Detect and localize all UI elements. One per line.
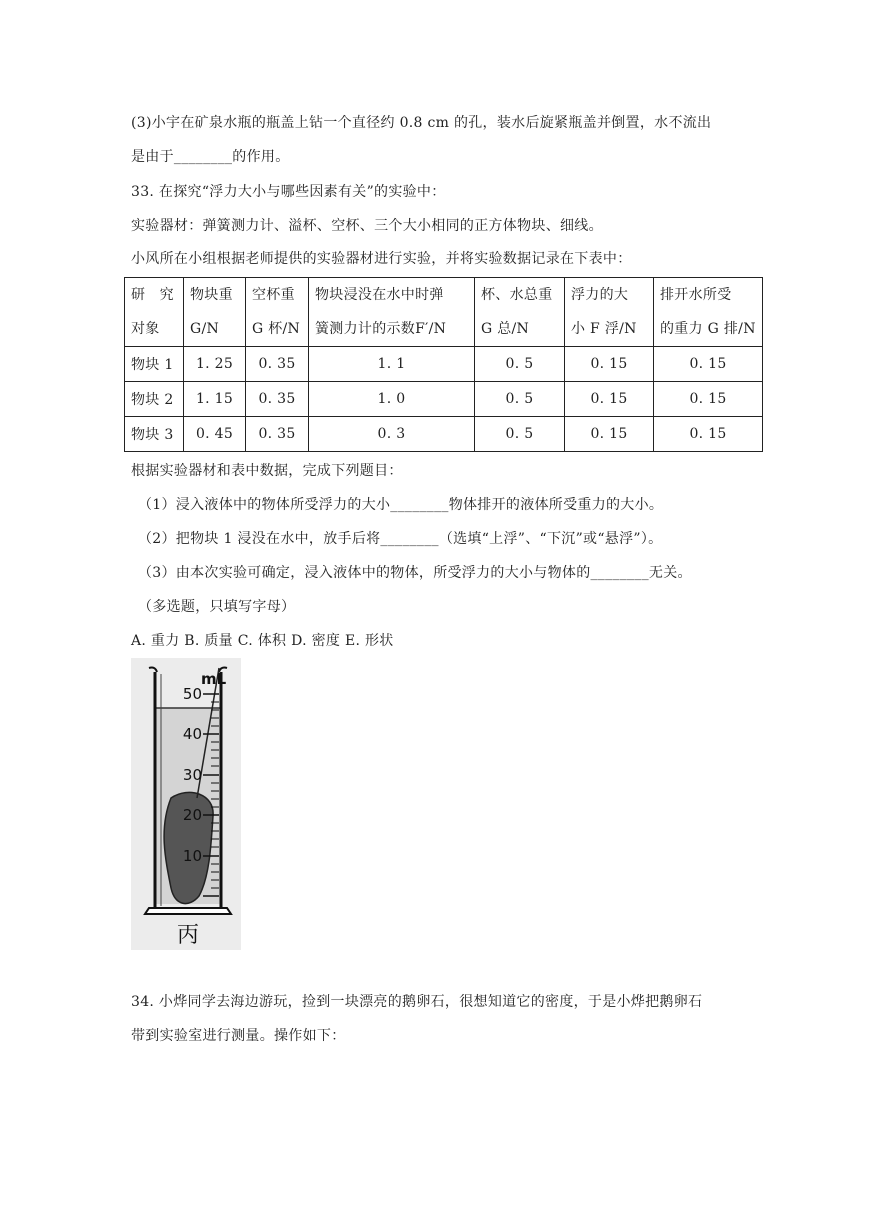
q32-3-line1: (3)小宇在矿泉水瓶的瓶盖上钻一个直径约 0.8 cm 的孔，装水后旋紧瓶盖并倒置，水不流出 [131,115,712,131]
q33-sub3: （3）由本次实验可确定，浸入液体中的物体，所受浮力的大小与物体的________无关。 [138,565,692,581]
table-cell: 0. 15 [565,382,654,417]
table-cell: 0. 15 [654,347,763,382]
q33-sub2: （2）把物块 1 浸没在水中，放手后将________（选填“上浮”、“下沉”或“悬浮”）。 [138,531,663,547]
figure-caption: 丙 [177,923,200,948]
tick-label: 20 [182,806,202,824]
table-cell: 0. 35 [246,347,309,382]
q33-intro: 小风所在小组根据老师提供的实验器材进行实验，并将实验数据记录在下表中： [131,251,632,267]
graduated-cylinder-figure [131,658,241,950]
header-cell: 浮力的大 小 F 浮/N [565,278,654,347]
table-cell: 1. 0 [309,382,475,417]
table-cell: 0. 35 [246,417,309,452]
table-cell: 物块 3 [125,417,184,452]
tick-label: 40 [182,725,202,743]
table-cell: 0. 15 [565,417,654,452]
table-cell: 0. 35 [246,382,309,417]
header-cell: 物块浸没在水中时弹 簧测力计的示数F′/N [309,278,475,347]
table-cell: 0. 3 [309,417,475,452]
table-cell: 0. 5 [475,417,565,452]
unit-label: mL [201,670,227,688]
header-cell: 排开水所受 的重力 G 排/N [654,278,763,347]
q33-sub1: （1）浸入液体中的物体所受浮力的大小________物体排开的液体所受重力的大小。 [138,497,664,513]
q32-3-line2: 是由于________的作用。 [131,149,290,165]
header-cell: 空杯重 G 杯/N [246,278,309,347]
table-cell: 1. 25 [184,347,246,382]
header-cell: 物块重 G/N [184,278,246,347]
table-cell: 0. 5 [475,382,565,417]
graduated-cylinder-illustration [131,658,241,950]
q34-line2: 带到实验室进行测量。操作如下： [131,1028,346,1044]
q33-instruction: 根据实验器材和表中数据，完成下列题目： [131,463,403,479]
table-cell: 0. 15 [565,347,654,382]
table-cell: 0. 15 [654,382,763,417]
q34-line1: 34. 小烨同学去海边游玩，捡到一块漂亮的鹅卵石，很想知道它的密度，于是小烨把鹅卵石 [131,994,703,1010]
tick-label: 50 [182,685,202,703]
table-header-row [125,278,763,347]
data-table [124,277,763,452]
tick-label: 30 [182,766,202,784]
table-cell: 1. 1 [309,347,475,382]
q33-materials: 实验器材：弹簧测力计、溢杯、空杯、三个大小相同的正方体物块、细线。 [131,218,603,234]
q33-note: （多选题，只填写字母） [138,599,296,615]
table-cell: 物块 2 [125,382,184,417]
header-cell: 研 究 对象 [125,278,184,347]
tick-label: 10 [182,847,202,865]
table-cell: 1. 15 [184,382,246,417]
table-row [125,382,763,417]
table-cell: 0. 5 [475,347,565,382]
table-cell: 0. 15 [654,417,763,452]
q33-title: 33. 在探究“浮力大小与哪些因素有关”的实验中： [131,184,446,200]
table-cell: 0. 45 [184,417,246,452]
table-cell: 物块 1 [125,347,184,382]
q33-options: A. 重力 B. 质量 C. 体积 D. 密度 E. 形状 [131,633,394,649]
header-cell: 杯、水总重 G 总/N [475,278,565,347]
table-row [125,347,763,382]
table-row [125,417,763,452]
